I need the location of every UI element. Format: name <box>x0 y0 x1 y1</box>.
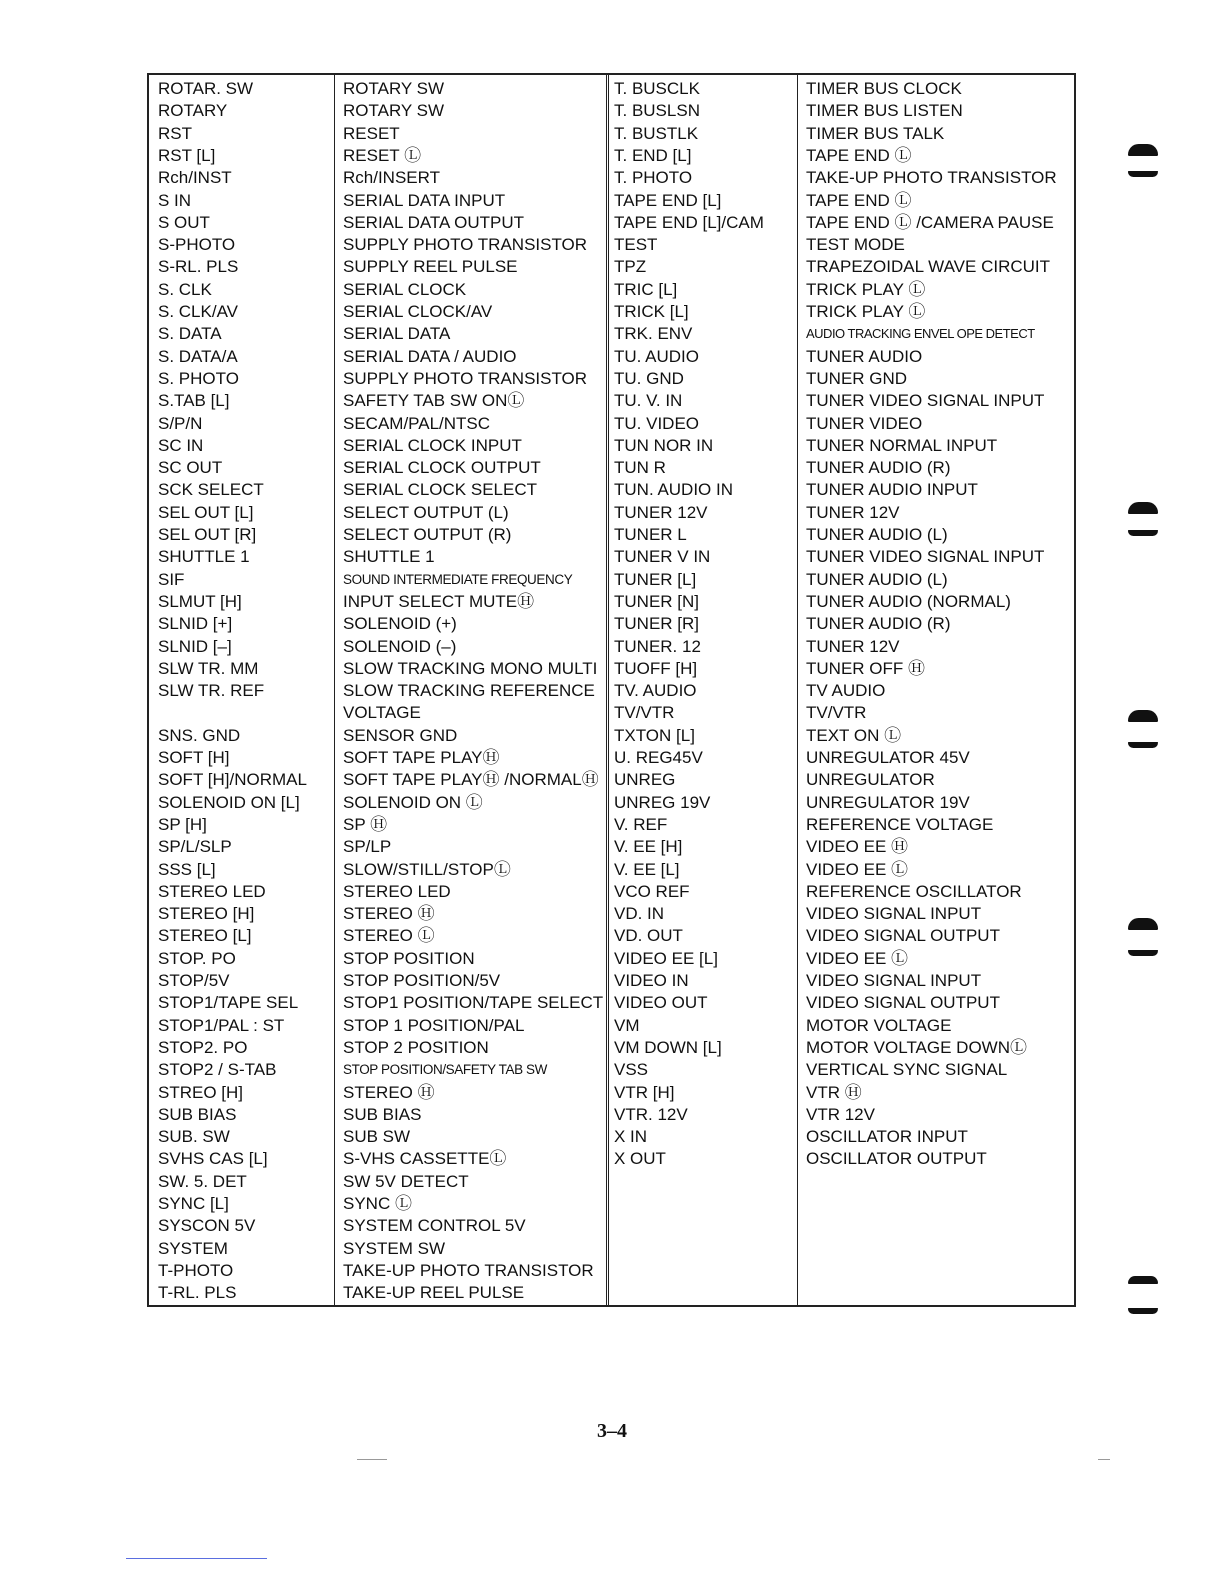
description-cell: TRICK PLAY Ⓛ <box>806 302 926 321</box>
abbreviation-cell: SHUTTLE 1 <box>158 547 250 567</box>
abbreviation-cell: UNREG 19V <box>614 792 711 812</box>
abbreviation-cell: UNREG <box>614 770 676 790</box>
abbreviation-cell: SOFT [H]/NORMAL <box>158 770 307 790</box>
binder-hole-mark <box>1128 1276 1158 1284</box>
description-cell: SERIAL DATA / AUDIO <box>343 346 517 366</box>
description-cell: SLOW TRACKING MONO MULTI <box>343 658 598 678</box>
abbreviation-cell: STREO [H] <box>158 1082 244 1102</box>
description-cell: VIDEO EE Ⓗ <box>806 837 909 857</box>
description-cell: VIDEO SIGNAL INPUT <box>806 971 982 990</box>
description-cell: SW 5V DETECT <box>343 1171 469 1191</box>
description-column-2 <box>797 75 1074 1305</box>
scan-speck <box>357 1459 387 1460</box>
binder-hole-mark <box>1128 530 1158 536</box>
description-cell: TIMER BUS TALK <box>806 123 945 143</box>
description-cell: TUNER AUDIO INPUT <box>806 480 978 500</box>
abbreviation-cell: SSS [L] <box>158 859 216 879</box>
abbreviation-cell: S-PHOTO <box>158 235 236 255</box>
description-cell: SUB BIAS <box>343 1104 422 1124</box>
abbreviation-cell: SW. 5. DET <box>158 1171 247 1191</box>
description-cell: SYSTEM CONTROL 5V <box>343 1216 526 1236</box>
binder-hole-mark <box>1128 710 1158 722</box>
abbreviation-cell: TV/VTR <box>614 703 675 723</box>
abbreviation-cell: T. BUSLSN <box>614 101 700 121</box>
abbreviation-cell: T. BUSTLK <box>614 123 699 143</box>
description-cell: TUNER 12V <box>806 502 900 522</box>
description-cell: VTR Ⓗ <box>806 1082 862 1102</box>
abbreviation-cell: SOFT [H] <box>158 748 230 767</box>
abbreviation-cell: S OUT <box>158 212 210 232</box>
abbreviation-cell: SEL OUT [R] <box>158 525 257 544</box>
description-cell: SERIAL CLOCK OUTPUT <box>343 458 541 478</box>
abbreviation-cell: U. REG45V <box>614 748 703 767</box>
abbreviation-cell: SC OUT <box>158 458 223 478</box>
abbreviation-cell: TAPE END [L] <box>614 190 722 210</box>
description-cell: SERIAL CLOCK INPUT <box>343 435 522 455</box>
description-cell: STEREO Ⓛ <box>343 926 435 946</box>
description-cell: TAKE-UP REEL PULSE <box>343 1283 525 1303</box>
description-cell: SYSTEM SW <box>343 1238 446 1258</box>
description-cell: MOTOR VOLTAGE DOWNⓁ <box>806 1037 1028 1057</box>
page-number: 3–4 <box>597 1420 627 1442</box>
abbreviation-cell: V. EE [H] <box>614 837 683 857</box>
abbreviation-cell: TRK. ENV <box>614 324 693 344</box>
abbreviation-cell: SIF <box>158 569 185 589</box>
description-cell: TUNER AUDIO (NORMAL) <box>806 591 1011 611</box>
description-cell: TUNER AUDIO (L) <box>806 525 948 544</box>
abbreviation-cell: TU. GND <box>614 368 684 388</box>
abbreviation-cell: TUNER. 12 <box>614 636 701 656</box>
abbreviation-cell: SNS. GND <box>158 725 241 745</box>
abbreviation-cell: TRICK [L] <box>614 302 689 321</box>
abbreviation-cell: X OUT <box>614 1149 666 1169</box>
abbreviation-cell: S IN <box>158 190 192 210</box>
description-cell: VIDEO EE Ⓛ <box>806 948 909 968</box>
abbreviation-cell: SLNID [+] <box>158 614 233 634</box>
abbreviation-cell: TPZ <box>614 257 647 277</box>
description-cell: SELECT OUTPUT (R) <box>343 525 512 544</box>
abbreviation-cell: S. DATA <box>158 324 222 344</box>
description-cell: Rch/INSERT <box>343 168 440 188</box>
abbreviation-cell: ROTAR. SW <box>158 79 254 98</box>
abbreviation-cell: S. PHOTO <box>158 368 239 388</box>
abbreviation-cell: VIDEO OUT <box>614 993 708 1013</box>
abbreviation-cell: SUB. SW <box>158 1127 230 1147</box>
abbreviation-cell: TU. AUDIO <box>614 346 700 366</box>
description-cell: TUNER AUDIO (L) <box>806 569 948 589</box>
abbreviation-cell: VIDEO EE [L] <box>614 948 718 968</box>
description-cell: VIDEO EE Ⓛ <box>806 859 909 879</box>
description-cell: SOFT TAPE PLAYⒽ <box>343 748 500 767</box>
description-cell: TUNER 12V <box>806 636 900 656</box>
description-cell: TEST MODE <box>806 235 905 255</box>
abbreviation-cell: TU. V. IN <box>614 391 683 411</box>
abbreviation-cell: TXTON [L] <box>614 725 695 745</box>
description-cell: TAPE END Ⓛ <box>806 190 912 210</box>
scan-speck <box>1098 1459 1110 1460</box>
description-cell: TUNER NORMAL INPUT <box>806 435 998 455</box>
description-cell: SLOW TRACKING REFERENCE <box>343 681 595 701</box>
description-cell: SECAM/PAL/NTSC <box>343 413 491 433</box>
description-cell: SUPPLY REEL PULSE <box>343 257 518 277</box>
description-cell: STEREO Ⓗ <box>343 1082 435 1102</box>
description-cell: VIDEO SIGNAL OUTPUT <box>806 993 1000 1013</box>
abbreviation-cell: T. BUSCLK <box>614 79 700 98</box>
binder-hole-mark <box>1128 502 1158 514</box>
abbreviation-cell: TUN. AUDIO IN <box>614 480 734 500</box>
abbreviation-cell: RST <box>158 123 192 143</box>
description-cell: UNREGULATOR 19V <box>806 792 970 812</box>
description-cell: TRAPEZOIDAL WAVE CIRCUIT <box>806 257 1051 277</box>
abbreviation-cell: T. PHOTO <box>614 168 693 188</box>
description-cell: RESET <box>343 123 400 143</box>
description-cell: VIDEO SIGNAL INPUT <box>806 904 982 924</box>
description-cell: REFERENCE OSCILLATOR <box>806 881 1022 901</box>
binder-hole-mark <box>1128 144 1158 156</box>
abbreviation-cell: SLNID [–] <box>158 636 232 656</box>
description-cell: SERIAL DATA OUTPUT <box>343 212 525 232</box>
description-cell: MOTOR VOLTAGE <box>806 1015 952 1035</box>
abbreviation-cell: S. CLK/AV <box>158 302 238 321</box>
abbreviation-cell: S-RL. PLS <box>158 257 239 277</box>
abbreviation-cell: STOP/5V <box>158 971 230 990</box>
description-cell: TIMER BUS CLOCK <box>806 79 962 98</box>
description-cell: SYNC Ⓛ <box>343 1194 412 1213</box>
abbreviation-cell: SCK SELECT <box>158 480 264 500</box>
abbreviation-cell: VIDEO IN <box>614 971 689 990</box>
description-column-1 <box>334 75 609 1305</box>
abbreviation-cell: S/P/N <box>158 413 203 433</box>
description-cell: SP Ⓗ <box>343 814 388 834</box>
abbreviation-cell: S. CLK <box>158 279 212 299</box>
description-cell: TAPE END Ⓛ <box>806 145 912 165</box>
abbreviation-cell: T-RL. PLS <box>158 1283 237 1303</box>
description-cell: TUNER OFF Ⓗ <box>806 658 925 678</box>
description-cell: REFERENCE VOLTAGE <box>806 814 994 834</box>
abbreviation-cell: Rch/INST <box>158 168 232 188</box>
description-cell: UNREGULATOR 45V <box>806 748 970 767</box>
description-cell: SHUTTLE 1 <box>343 547 435 567</box>
abbreviation-cell: STOP1/PAL : ST <box>158 1015 285 1035</box>
description-cell: TUNER GND <box>806 368 908 388</box>
description-cell: VIDEO SIGNAL OUTPUT <box>806 926 1000 946</box>
abbreviation-cell: TUNER L <box>614 525 687 544</box>
abbreviation-cell: V. EE [L] <box>614 859 680 879</box>
description-cell: STEREO Ⓗ <box>343 904 435 924</box>
abbreviation-cell: VM <box>614 1015 640 1035</box>
description-cell: RESET Ⓛ <box>343 145 422 165</box>
description-cell: OSCILLATOR OUTPUT <box>806 1149 987 1169</box>
binder-hole-mark <box>1128 918 1158 930</box>
abbreviation-cell: STOP2 / S-TAB <box>158 1060 277 1080</box>
abbreviation-cell: VCO REF <box>614 881 690 901</box>
abbreviation-cell: ROTARY <box>158 101 228 121</box>
description-cell: SLOW/STILL/STOPⓁ <box>343 859 511 879</box>
abbreviation-cell: SOLENOID ON [L] <box>158 792 300 812</box>
description-cell: SOLENOID ON Ⓛ <box>343 792 483 812</box>
abbreviation-cell: STOP. PO <box>158 948 236 968</box>
description-cell: INPUT SELECT MUTEⒽ <box>343 591 535 611</box>
abbreviation-cell: T-PHOTO <box>158 1260 234 1280</box>
description-cell: TV/VTR <box>806 703 867 723</box>
abbreviation-cell: T. END [L] <box>614 145 692 165</box>
description-cell: SOLENOID (+) <box>343 614 457 634</box>
abbreviation-column-1 <box>149 75 335 1305</box>
description-cell: TUNER VIDEO <box>806 413 923 433</box>
description-cell: SERIAL DATA INPUT <box>343 190 506 210</box>
abbreviation-cell: VSS <box>614 1060 649 1080</box>
abbreviation-cell: STEREO [L] <box>158 926 252 946</box>
description-cell: SUPPLY PHOTO TRANSISTOR <box>343 368 588 388</box>
abbreviation-cell: TV. AUDIO <box>614 681 697 701</box>
abbreviation-cell: STEREO LED <box>158 881 266 901</box>
abbreviation-cell: VTR. 12V <box>614 1104 688 1124</box>
description-cell: STEREO LED <box>343 881 451 901</box>
abbreviation-cell: VD. IN <box>614 904 665 924</box>
description-cell: TUNER AUDIO (R) <box>806 614 951 634</box>
description-cell: SOLENOID (–) <box>343 636 457 656</box>
abbreviation-cell: TUNER V IN <box>614 547 711 567</box>
abbreviation-cell: TUNER [R] <box>614 614 699 634</box>
description-cell: TV AUDIO <box>806 681 886 701</box>
abbreviation-cell: SC IN <box>158 435 204 455</box>
abbreviation-cell: SVHS CAS [L] <box>158 1149 268 1169</box>
description-cell: TAKE-UP PHOTO TRANSISTOR <box>343 1260 594 1280</box>
description-cell: TUNER AUDIO <box>806 346 923 366</box>
description-cell: STOP 2 POSITION <box>343 1037 489 1057</box>
abbreviation-cell: TUNER 12V <box>614 502 708 522</box>
binder-hole-mark <box>1128 950 1158 956</box>
abbreviation-cell: TUNER [N] <box>614 591 699 611</box>
abbreviation-cell: SLW TR. REF <box>158 681 265 701</box>
abbreviation-cell: TUNER [L] <box>614 569 697 589</box>
description-cell: VOLTAGE <box>343 703 421 723</box>
description-cell: TIMER BUS LISTEN <box>806 101 963 121</box>
abbreviation-cell: SP [H] <box>158 814 207 834</box>
description-cell: SP/LP <box>343 837 392 857</box>
abbreviation-cell: VD. OUT <box>614 926 683 946</box>
abbreviation-cell: TU. VIDEO <box>614 413 700 433</box>
description-cell: TAPE END Ⓛ /CAMERA PAUSE <box>806 212 1054 232</box>
description-cell: TUNER AUDIO (R) <box>806 458 951 478</box>
abbreviation-cell: SYSCON 5V <box>158 1216 256 1236</box>
abbreviation-cell: STEREO [H] <box>158 904 255 924</box>
description-cell: TUNER VIDEO SIGNAL INPUT <box>806 547 1045 567</box>
footer-rule <box>126 1558 267 1559</box>
description-cell: SUPPLY PHOTO TRANSISTOR <box>343 235 588 255</box>
description-cell: STOP POSITION/SAFETY TAB SW <box>343 1062 548 1078</box>
description-cell: SELECT OUTPUT (L) <box>343 502 509 522</box>
abbreviation-cell: X IN <box>614 1127 648 1147</box>
abbreviation-cell: TUN R <box>614 458 666 478</box>
description-cell: TAKE-UP PHOTO TRANSISTOR <box>806 168 1057 188</box>
abbreviation-cell: SEL OUT [L] <box>158 502 254 522</box>
description-cell: SAFETY TAB SW ONⓁ <box>343 391 525 411</box>
description-cell: ROTARY SW <box>343 101 445 121</box>
description-cell: TEXT ON Ⓛ <box>806 725 902 745</box>
abbreviation-cell: TRIC [L] <box>614 279 678 299</box>
description-cell: VERTICAL SYNC SIGNAL <box>806 1060 1008 1080</box>
abbreviation-cell: STOP2. PO <box>158 1037 248 1057</box>
abbreviation-cell: SLW TR. MM <box>158 658 259 678</box>
abbreviation-cell: STOP1/TAPE SEL <box>158 993 299 1013</box>
abbreviation-cell: SYSTEM <box>158 1238 228 1258</box>
description-cell: SUB SW <box>343 1127 411 1147</box>
description-cell: SOUND INTERMEDIATE FREQUENCY <box>343 571 573 587</box>
abbreviation-cell: TUOFF [H] <box>614 658 698 678</box>
description-cell: ROTARY SW <box>343 79 445 98</box>
description-cell: VTR 12V <box>806 1104 875 1124</box>
description-cell: SENSOR GND <box>343 725 458 745</box>
abbreviation-cell: SUB BIAS <box>158 1104 237 1124</box>
abbreviation-cell: S. DATA/A <box>158 346 238 366</box>
description-cell: SERIAL CLOCK/AV <box>343 302 493 321</box>
abbreviation-cell: RST [L] <box>158 145 216 165</box>
abbreviation-column-2 <box>609 75 798 1305</box>
description-cell: AUDIO TRACKING ENVEL OPE DETECT <box>806 326 1035 342</box>
abbreviation-cell: TEST <box>614 235 658 255</box>
binder-hole-mark <box>1128 742 1158 748</box>
abbreviation-cell: SLMUT [H] <box>158 591 242 611</box>
description-cell: OSCILLATOR INPUT <box>806 1127 968 1147</box>
abbreviation-cell: SP/L/SLP <box>158 837 232 857</box>
description-cell: STOP1 POSITION/TAPE SELECT <box>343 993 604 1013</box>
description-cell: SERIAL DATA <box>343 324 451 344</box>
description-cell: STOP POSITION/5V <box>343 971 501 990</box>
description-cell: STOP 1 POSITION/PAL <box>343 1015 525 1035</box>
abbreviation-cell: VTR [H] <box>614 1082 675 1102</box>
description-cell: SERIAL CLOCK SELECT <box>343 480 537 500</box>
abbreviation-cell: S.TAB [L] <box>158 391 230 411</box>
binder-hole-mark <box>1128 1308 1158 1314</box>
description-cell: TUNER VIDEO SIGNAL INPUT <box>806 391 1045 411</box>
abbreviation-cell: SYNC [L] <box>158 1194 229 1213</box>
abbreviation-cell <box>158 702 332 724</box>
description-cell: TRICK PLAY Ⓛ <box>806 279 926 299</box>
abbreviation-table <box>147 73 1076 1307</box>
binder-hole-mark <box>1128 171 1158 177</box>
description-cell: STOP POSITION <box>343 948 475 968</box>
description-cell: SOFT TAPE PLAYⒽ /NORMALⒽ <box>343 770 599 790</box>
abbreviation-cell: VM DOWN [L] <box>614 1037 722 1057</box>
abbreviation-cell: TAPE END [L]/CAM <box>614 212 764 232</box>
description-cell: S-VHS CASSETTEⓁ <box>343 1149 507 1169</box>
abbreviation-cell: V. REF <box>614 814 668 834</box>
abbreviation-cell: TUN NOR IN <box>614 435 714 455</box>
description-cell: UNREGULATOR <box>806 770 935 790</box>
description-cell: SERIAL CLOCK <box>343 279 467 299</box>
